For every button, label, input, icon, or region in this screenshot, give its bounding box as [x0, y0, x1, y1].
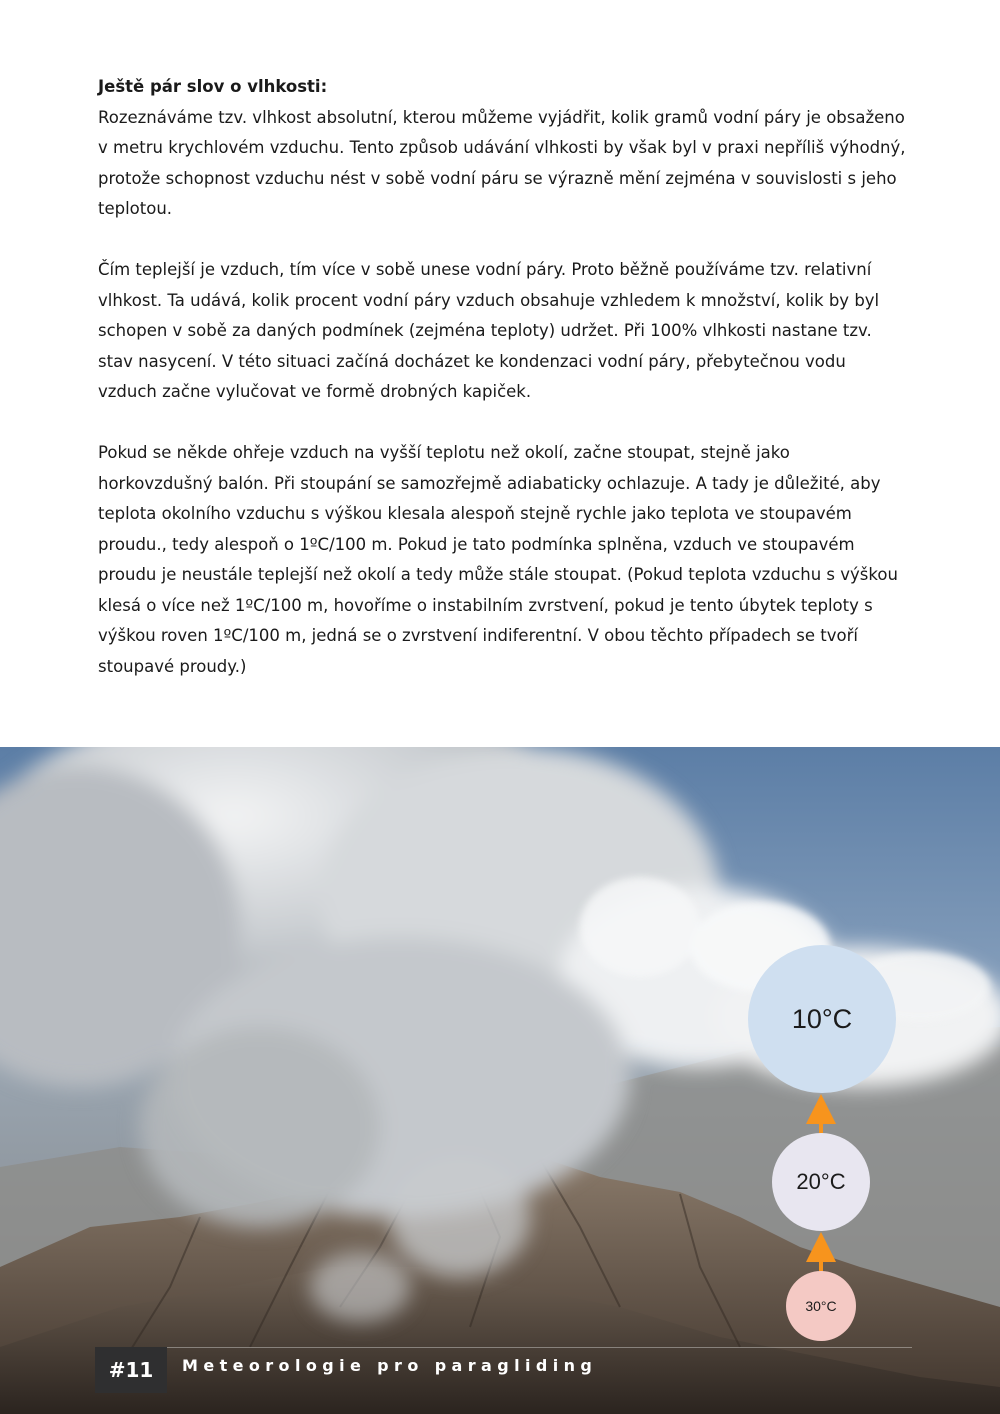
paragraph-absolute-humidity: Rozeznáváme tzv. vlhkost absolutní, kterou můžeme vyjádřit, kolik gramů vodní páry je obsaženo v metru krychlovém vzduchu. Tento způsob udávání vlhkosti by však byl v praxi nepříliš výhodný, protože schopnost vzduchu nést v sobě vodní páru se výrazně mění zejména v souvislosti s jeho teplotou.: [98, 107, 906, 218]
section-heading: Ještě pár slov o vlhkosti:: [98, 77, 328, 96]
paragraph-relative-humidity: Čím teplejší je vzduch, tím více v sobě unese vodní páry. Proto běžně používáme tzv. relativní vlhkost. Ta udává, kolik procent vodní páry vzduch obsahuje vzhledem k množství, kolik by byl schopen v sobě za daných podmínek (zejména teploty) udržet. Při 100% vlhkosti nastane tzv. stav nasycení. V této situaci začíná docházet ke kondenzaci vodní páry, přebytečnou vodu vzduch začne vylučovat ve formě drobných kapiček.: [98, 260, 880, 401]
footer-divider: [167, 1347, 912, 1348]
article-body: [98, 72, 908, 713]
page-number: #11: [95, 1347, 167, 1393]
temperature-label-10: 10°C: [791, 1003, 853, 1034]
temperature-bubble-10: [748, 945, 896, 1093]
temperature-bubble-20: [772, 1133, 870, 1231]
arrow-up-icon: [806, 1232, 836, 1276]
arrow-up-icon: [806, 1094, 836, 1138]
publication-title: Meteorologie pro paragliding: [182, 1356, 598, 1375]
temperature-label-30: 30°C: [805, 1298, 837, 1314]
temperature-label-20: 20°C: [796, 1169, 846, 1194]
paragraph-thermal-rising: Pokud se někde ohřeje vzduch na vyšší teplotu než okolí, začne stoupat, stejně jako horkovzdušný balón. Při stoupání se samozřejmě adiabaticky ochlazuje. A tady je důležité, aby teplota okolního vzduchu s výškou klesala alespoň stejně rychle jako teplota ve stoupavém proudu., tedy alespoň o 1ºC/100 m. Pokud je tato podmínka splněna, vzduch ve stoupavém proudu je neustále teplejší než okolí a tedy může stále stoupat. (Pokud teplota vzduchu s výškou klesá o více než 1ºC/100 m, hovoříme o instabilním zvrstvení, pokud je tento úbytek teploty s výškou roven 1ºC/100 m, jedná se o zvrstvení indiferentní. V obou těchto případech se tvoří stoupavé proudy.): [98, 443, 898, 676]
temperature-bubble-30: [786, 1271, 856, 1341]
